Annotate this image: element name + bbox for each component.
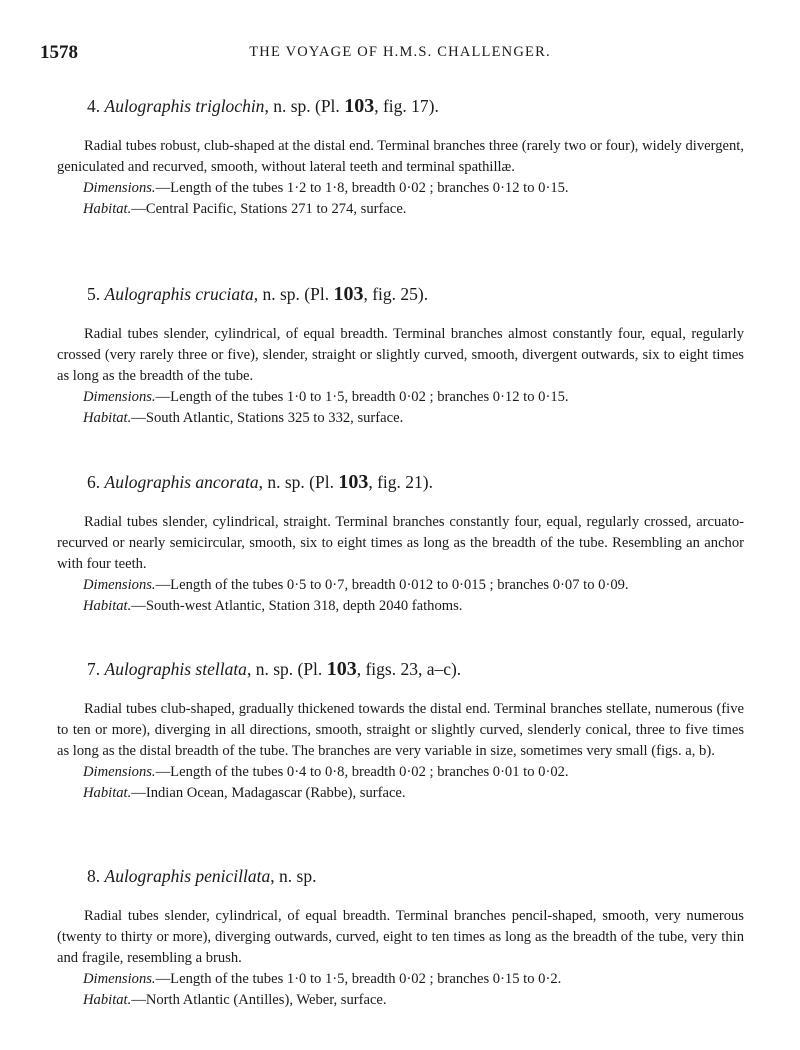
- dimensions-label: Dimensions.: [83, 389, 156, 405]
- plate-ref-prefix: (Pl.: [309, 472, 334, 492]
- dimensions-label: Dimensions.: [83, 577, 156, 593]
- habitat-line: [83, 990, 744, 1011]
- habitat-label: Habitat.: [83, 785, 132, 801]
- dimensions-text: —Length of the tubes 1·2 to 1·8, breadth 0·02 ; branches 0·12 to 0·15.: [155, 180, 569, 196]
- dimensions-line: [83, 575, 744, 596]
- habitat-line: [83, 408, 744, 429]
- habitat-text: —South Atlantic, Stations 325 to 332, surface.: [131, 410, 404, 426]
- plate-ref-prefix: (Pl.: [304, 284, 330, 304]
- habitat-line: [83, 596, 744, 617]
- plate-ref-prefix: (Pl.: [315, 96, 340, 116]
- habitat-text: —Central Pacific, Stations 271 to 274, surface.: [131, 201, 407, 217]
- species-description: Radial tubes club-shaped, gradually thickened towards the distal end. Terminal branches stellate, numerous (five to ten or more), diverging in all directions, smooth, straight or slightly curved, slenderly conical, three to five times as long as the distal breadth of the tube. The branches are very variable in size, sometimes very small (figs. a, b).: [57, 701, 744, 759]
- species-description: Radial tubes slender, cylindrical, of equal breadth. Terminal branches pencil-shaped, smooth, very numerous (twenty to thirty or more), diverging outwards, curved, eight to ten times as long as the breadth of the tube, very thin and fragile, resembling a brush.: [57, 908, 744, 966]
- dimensions-label: Dimensions.: [83, 764, 156, 780]
- species-entry-ancorata: [57, 470, 744, 617]
- dimensions-line: [83, 178, 744, 199]
- species-number: 4.: [87, 96, 101, 116]
- habitat-label: Habitat.: [83, 598, 132, 614]
- species-name: Aulographis penicillata: [104, 866, 271, 886]
- dimensions-label: Dimensions.: [83, 971, 156, 987]
- species-description: Radial tubes slender, cylindrical, of equal breadth. Terminal branches almost constantly four, equal, regularly crossed (very rarely three or five), slender, straight or slightly curved, smooth, divergent outwards, six to eight times as long as the breadth of the tube.: [57, 326, 744, 384]
- dimensions-line: [83, 387, 744, 408]
- habitat-text: —North Atlantic (Antilles), Weber, surface.: [131, 992, 387, 1008]
- species-entry-cruciata: [57, 282, 744, 429]
- running-title: THE VOYAGE OF H.M.S. CHALLENGER.: [249, 44, 551, 60]
- species-entry-penicillata: [57, 864, 744, 1011]
- habitat-line: [83, 199, 744, 220]
- species-status: , n. sp.: [246, 659, 294, 679]
- species-status: , n. sp.: [253, 284, 300, 304]
- species-number: 5.: [87, 284, 101, 304]
- habitat-line: [83, 783, 744, 804]
- dimensions-text: —Length of the tubes 1·0 to 1·5, breadth 0·02 ; branches 0·12 to 0·15.: [155, 389, 569, 405]
- page-number: 1578: [40, 42, 78, 63]
- species-number: 8.: [87, 866, 101, 886]
- species-heading: [87, 657, 744, 681]
- species-name: Aulographis ancorata: [104, 472, 259, 492]
- species-status: , n. sp.: [264, 96, 311, 116]
- species-number: 6.: [87, 472, 101, 492]
- dimensions-text: —Length of the tubes 1·0 to 1·5, breadth 0·02 ; branches 0·15 to 0·2.: [155, 971, 562, 987]
- plate-ref-prefix: (Pl.: [297, 659, 323, 679]
- plate-number: 103: [333, 283, 364, 305]
- species-entry-triglochin: [57, 94, 744, 220]
- plate-number: 103: [344, 95, 375, 117]
- habitat-label: Habitat.: [83, 992, 132, 1008]
- species-heading: [87, 282, 744, 306]
- dimensions-text: —Length of the tubes 0·4 to 0·8, breadth 0·02 ; branches 0·01 to 0·02.: [155, 764, 569, 780]
- dimensions-text: —Length of the tubes 0·5 to 0·7, breadth 0·012 to 0·015 ; branches 0·07 to 0·09.: [155, 577, 629, 593]
- plate-number: 103: [326, 658, 357, 680]
- figure-ref: , fig. 25).: [363, 284, 429, 304]
- dimensions-line: [83, 762, 744, 783]
- figure-ref: , fig. 17).: [374, 96, 439, 116]
- dimensions-line: [83, 969, 744, 990]
- habitat-label: Habitat.: [83, 201, 132, 217]
- dimensions-label: Dimensions.: [83, 180, 156, 196]
- species-heading: [87, 864, 744, 888]
- species-status: , n. sp.: [270, 866, 317, 886]
- habitat-text: —South-west Atlantic, Station 318, depth 2040 fathoms.: [131, 598, 463, 614]
- species-name: Aulographis triglochin: [104, 96, 265, 116]
- species-name: Aulographis stellata: [104, 659, 247, 679]
- species-heading: [87, 470, 744, 494]
- species-name: Aulographis cruciata: [104, 284, 254, 304]
- habitat-label: Habitat.: [83, 410, 132, 426]
- species-status: , n. sp.: [258, 472, 305, 492]
- species-number: 7.: [87, 659, 101, 679]
- species-heading: [87, 94, 744, 118]
- species-description: Radial tubes robust, club-shaped at the distal end. Terminal branches three (rarely two or four), widely divergent, geniculated and recurved, smooth, without lateral teeth and terminal spathillæ.: [57, 138, 744, 175]
- habitat-text: —Indian Ocean, Madagascar (Rabbe), surface.: [131, 785, 406, 801]
- page-header: [40, 42, 760, 66]
- figure-ref: , figs. 23, a–c).: [356, 659, 462, 679]
- species-entry-stellata: [57, 657, 744, 804]
- figure-ref: , fig. 21).: [368, 472, 434, 492]
- species-description: Radial tubes slender, cylindrical, straight. Terminal branches constantly four, equal, regularly crossed, arcuato-recurved or nearly semicircular, smooth, six to eight times as long as the breadth of the tube. Resembling an anchor with four teeth.: [57, 514, 744, 572]
- plate-number: 103: [338, 471, 369, 493]
